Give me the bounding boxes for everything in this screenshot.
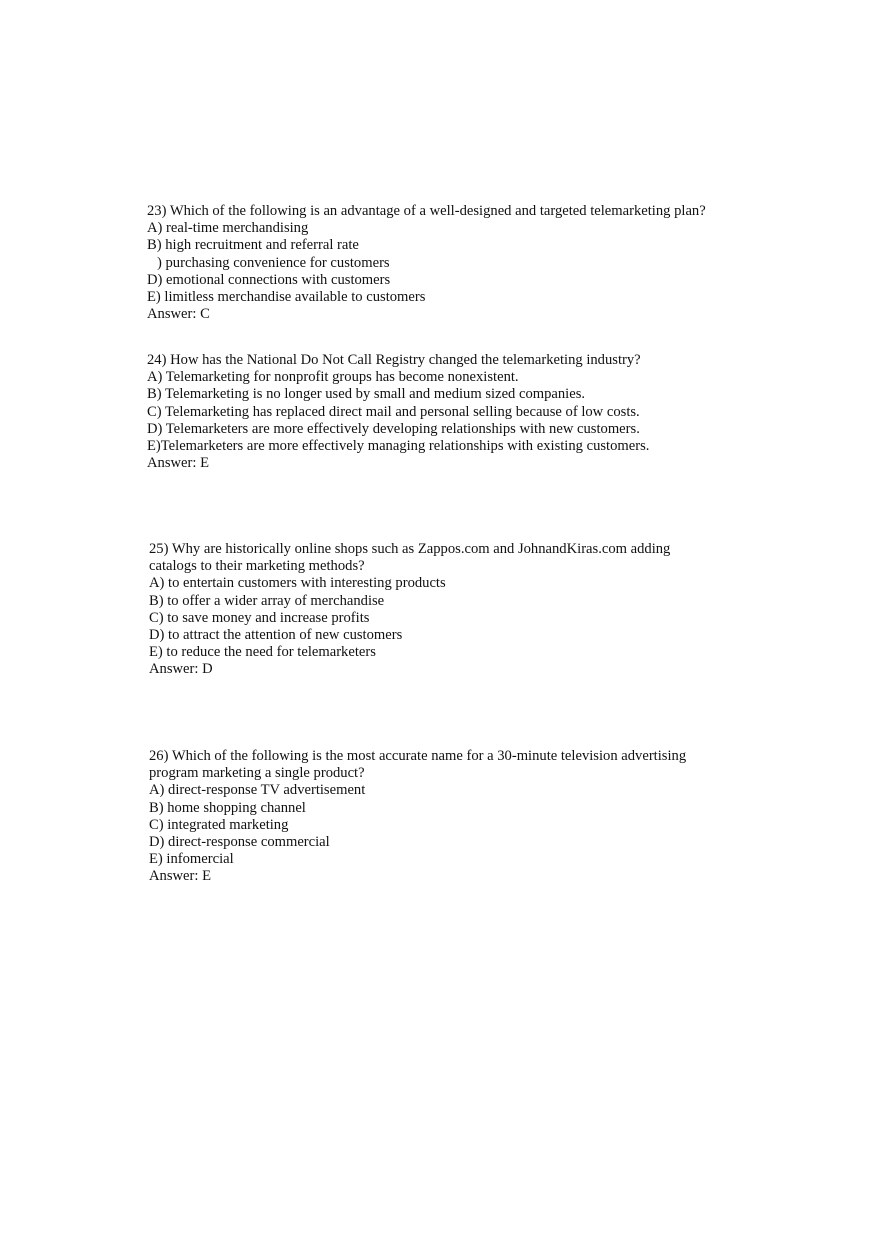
answer: Answer: E	[147, 455, 210, 472]
option-b: B) home shopping channel	[149, 799, 306, 816]
option-a: A) real-time merchandising	[147, 220, 309, 237]
option-c: C) Telemarketing has replaced direct mail and personal selling because of low costs.	[147, 403, 640, 420]
option-b: B) to offer a wider array of merchandise	[149, 592, 385, 609]
option-e: E) infomercial	[149, 851, 234, 868]
option-e: E) to reduce the need for telemarketers	[149, 644, 376, 661]
question-stem-line-1: 25) Why are historically online shops such as Zappos.com and JohnandKiras.com adding	[149, 541, 671, 557]
option-a: A) direct-response TV advertisement	[149, 782, 366, 799]
answer: Answer: D	[149, 661, 213, 678]
option-b: B) Telemarketing is no longer used by small and medium sized companies.	[147, 386, 586, 403]
question-23	[147, 203, 706, 323]
answer: Answer: E	[149, 868, 212, 885]
question-26	[149, 748, 686, 886]
answer: Answer: C	[147, 306, 210, 323]
option-e: E) limitless merchandise available to customers	[147, 289, 426, 306]
question-stem: 24) How has the National Do Not Call Registry changed the telemarketing industry?	[147, 352, 641, 368]
option-d: D) Telemarketers are more effectively developing relationships with new customers.	[147, 420, 640, 437]
question-stem-line-2: catalogs to their marketing methods?	[149, 558, 365, 575]
option-d: D) to attract the attention of new customers	[149, 627, 403, 644]
question-stem-line-1: 26) Which of the following is the most accurate name for a 30-minute television advertising	[149, 748, 687, 764]
option-a: A) Telemarketing for nonprofit groups has become nonexistent.	[147, 369, 519, 386]
option-a: A) to entertain customers with interesting products	[149, 575, 446, 592]
option-d: D) emotional connections with customers	[147, 271, 391, 288]
question-stem-line-2: program marketing a single product?	[149, 765, 365, 782]
option-d: D) direct-response commercial	[149, 834, 330, 851]
option-c: C) integrated marketing	[149, 816, 289, 833]
option-b: B) high recruitment and referral rate	[147, 237, 359, 254]
question-25	[149, 541, 670, 679]
option-c: ) purchasing convenience for customers	[157, 254, 390, 271]
option-c: C) to save money and increase profits	[149, 609, 370, 626]
option-e: E)Telemarketers are more effectively managing relationships with existing customers.	[147, 438, 650, 455]
question-24	[147, 352, 649, 472]
question-stem: 23) Which of the following is an advantage of a well-designed and targeted telemarketing plan?	[147, 203, 706, 219]
